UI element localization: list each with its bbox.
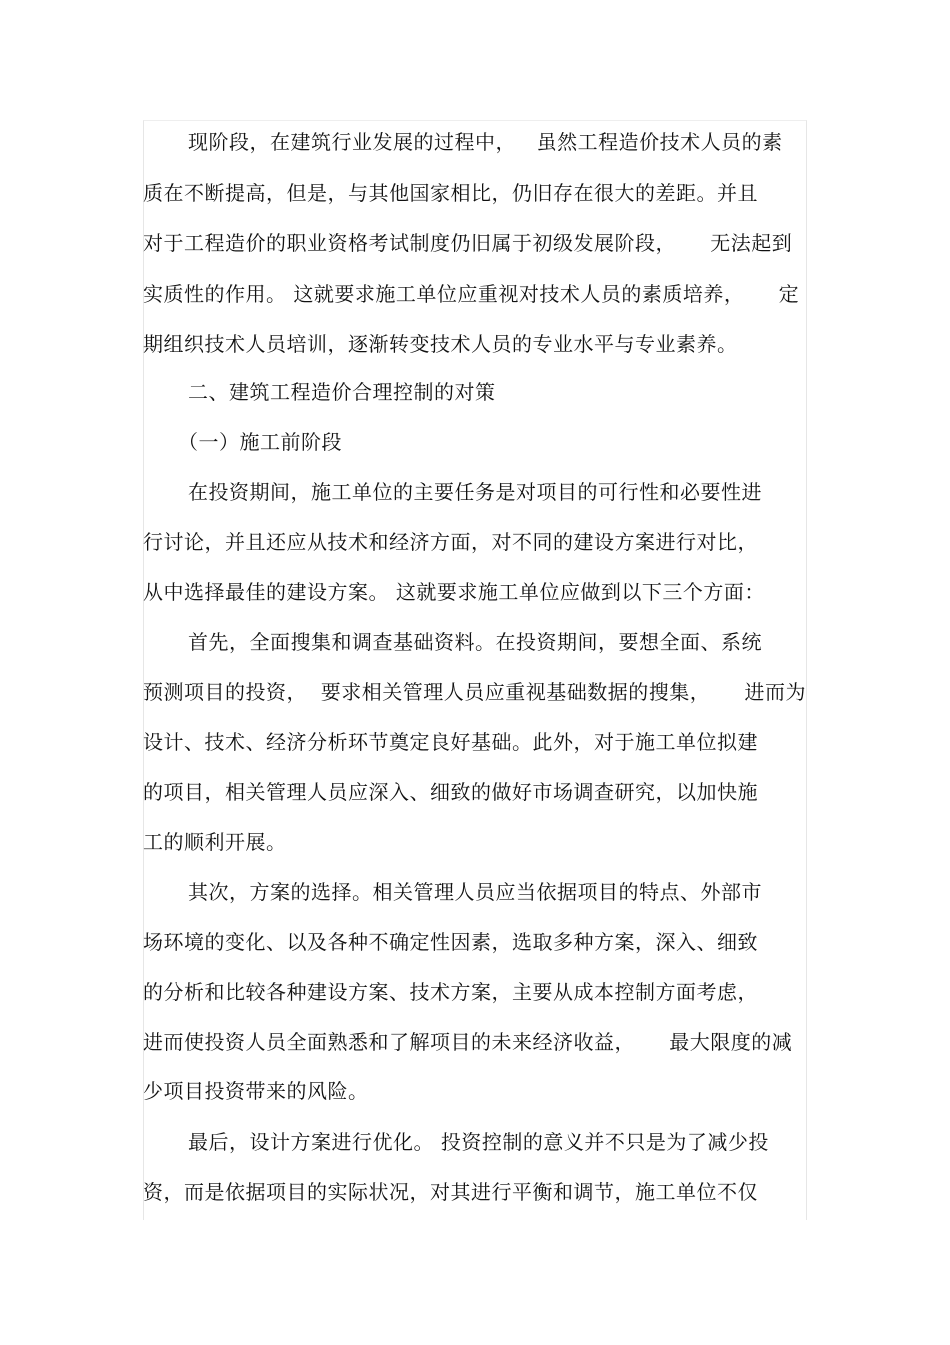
- paragraph-line: 预测项目的投资， 要求相关管理人员应重视基础数据的搜集， 进而为: [143, 680, 807, 704]
- paragraph-line: 在投资期间，施工单位的主要任务是对项目的可行性和必要性进: [188, 480, 762, 504]
- paragraph-line: 资，而是依据项目的实际状况，对其进行平衡和调节，施工单位不仅: [143, 1180, 758, 1204]
- paragraph-line: 的分析和比较各种建设方案、技术方案，主要从成本控制方面考虑，: [143, 980, 758, 1004]
- paragraph-line: 的项目，相关管理人员应深入、细致的做好市场调查研究，以加快施: [143, 780, 758, 804]
- paragraph-line: 其次，方案的选择。相关管理人员应当依据项目的特点、外部市: [188, 880, 762, 904]
- paragraph-line: 对于工程造价的职业资格考试制度仍旧属于初级发展阶段， 无法起到: [143, 231, 793, 255]
- paragraph-line: 期组织技术人员培训，逐渐转变技术人员的专业水平与专业素养。: [143, 332, 738, 356]
- paragraph-line: 现阶段，在建筑行业发展的过程中， 虽然工程造价技术人员的素: [188, 130, 783, 154]
- paragraph-line: 质在不断提高，但是，与其他国家相比，仍旧存在很大的差距。并且: [143, 181, 758, 205]
- paragraph-line: 少项目投资带来的风险。: [143, 1079, 369, 1103]
- paragraph-line: 首先，全面搜集和调查基础资料。在投资期间，要想全面、系统: [188, 630, 762, 654]
- paragraph-line: 行讨论，并且还应从技术和经济方面，对不同的建设方案进行对比，: [143, 530, 758, 554]
- subsection-heading: （一）施工前阶段: [178, 430, 342, 454]
- paragraph-line: 最后，设计方案进行优化。 投资控制的意义并不只是为了减少投: [188, 1130, 769, 1154]
- section-heading: 二、建筑工程造价合理控制的对策: [188, 380, 496, 404]
- paragraph-line: 进而使投资人员全面熟悉和了解项目的未来经济收益， 最大限度的减: [143, 1030, 793, 1054]
- paragraph-line: 设计、技术、经济分析环节奠定良好基础。此外，对于施工单位拟建: [143, 730, 758, 754]
- paragraph-line: 从中选择最佳的建设方案。 这就要求施工单位应做到以下三个方面：: [143, 580, 765, 604]
- paragraph-line: 工的顺利开展。: [143, 830, 287, 854]
- paragraph-line: 实质性的作用。 这就要求施工单位应重视对技术人员的素质培养， 定: [143, 282, 800, 306]
- paragraph-line: 场环境的变化、以及各种不确定性因素，选取多种方案，深入、细致: [143, 930, 758, 954]
